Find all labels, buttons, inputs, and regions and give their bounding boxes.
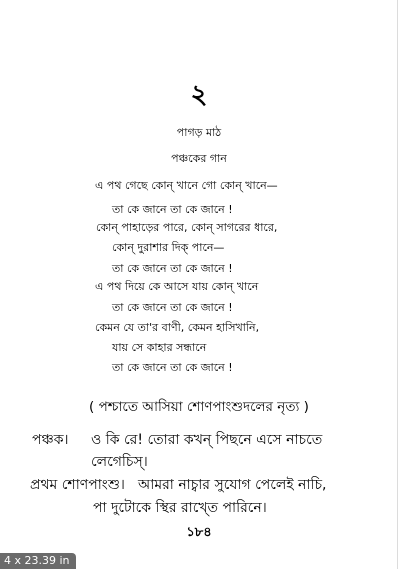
song-line: তা কে জানে তা কে জানে ! [112, 361, 233, 374]
song-line: তা কে জানে তা কে জানে ! [112, 262, 233, 275]
song-line: তা কে জানে তা কে জানে ! [112, 301, 233, 314]
dialogue-line: লেগেচিস্। [91, 454, 148, 470]
song-line: এ পথ দিয়ে কে আসে যায় কোন্ খানে [95, 280, 259, 293]
speaker-name: পঞ্চক। [32, 432, 69, 448]
dialogue-line: পা দুটোকে স্থির রাখ্তে পারিনে। [93, 500, 267, 516]
stage-direction: ( পশ্চাতে আসিয়া শোণপাংশুদলের নৃত্য ) [89, 399, 309, 415]
song-line: এ পথ গেছে কোন্ খানে গো কোন্ খানে— [95, 179, 278, 192]
dialogue-line: ও কি রে! তোরা কখন্ পিছনে এসে নাচতে [91, 432, 323, 448]
song-line: তা কে জানে তা কে জানে ! [112, 203, 233, 216]
scene-location: পাগড় মাঠ [176, 126, 222, 139]
song-title: পঞ্চকের গান [171, 152, 227, 165]
page-number: ১৮৪ [186, 525, 212, 540]
chapter-number: ২ [190, 80, 208, 110]
page-size-badge: 4 x 23.39 in [0, 553, 76, 569]
speaker-name: প্রথম শোণপাংশু। [30, 477, 125, 493]
song-line: কোন্ দুরাশার দিক্ পানে— [112, 241, 225, 254]
song-line: কেমন যে তা'র বাণী, কেমন হাসিখানি, [95, 321, 260, 334]
song-line: কোন্ পাহাড়ের পারে, কোন্ সাগরের ধারে, [96, 221, 278, 234]
song-line: যায় সে কাহার সন্ধানে [112, 341, 207, 354]
dialogue-line: আমরা নাচ্বার সুযোগ পেলেই নাচি, [138, 477, 327, 493]
